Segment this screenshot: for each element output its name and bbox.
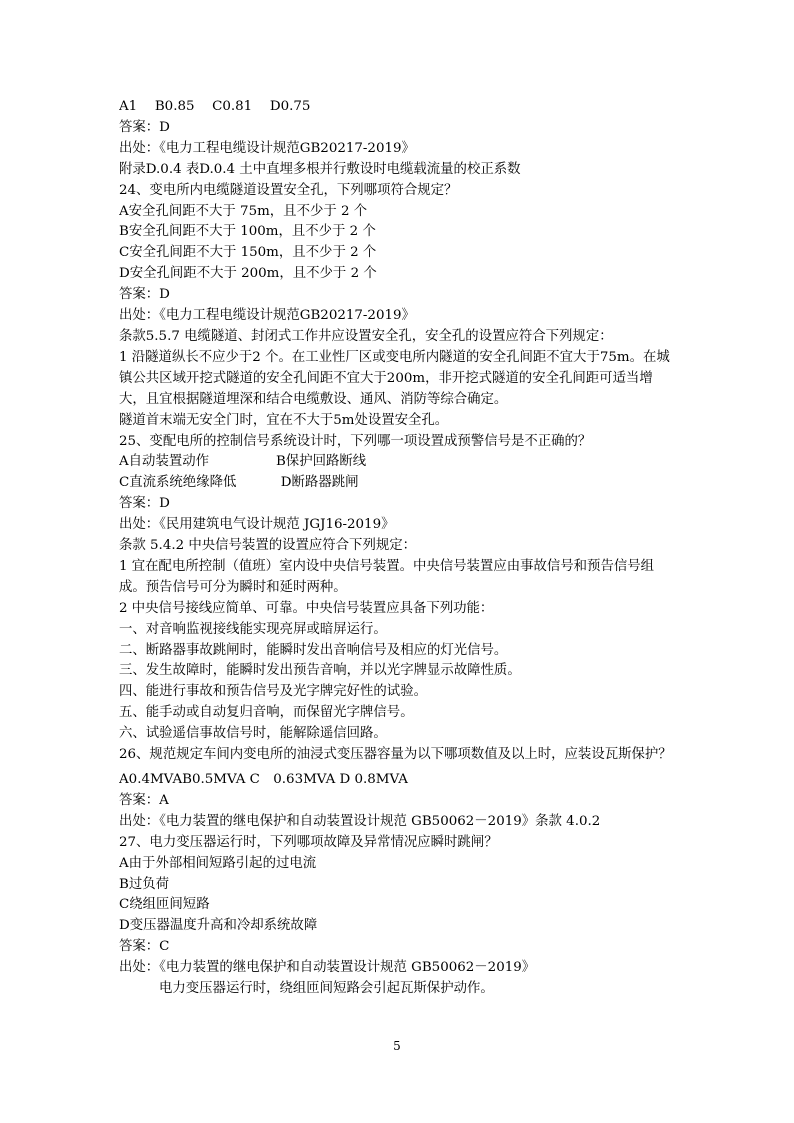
q27-option-a: A由于外部相间短路引起的过电流 <box>119 855 317 871</box>
q25-clause: 条款 5.4.2 中央信号装置的设置应符合下列规定： <box>119 538 417 554</box>
q25-source: 出处：《民用建筑电气设计规范 JGJ16-2019》 <box>119 517 395 533</box>
q23-options: A1 B0.85 C0.81 D0.75 <box>119 99 311 114</box>
q27-question: 27、电力变压器运行时，下列哪项故障及异常情况应瞬时跳闸？ <box>119 834 498 850</box>
q23-answer: 答案：D <box>119 119 170 135</box>
q23-source: 出处：《电力工程电缆设计规范GB20217-2019》 <box>119 140 415 156</box>
q27-option-c: C绕组匝间短路 <box>119 897 210 913</box>
q24-option-a: A安全孔间距不大于 75m，且不少于 2 个 <box>119 203 368 219</box>
q24-answer: 答案：D <box>119 287 170 303</box>
q25-options-cd: C直流系统绝缘降低 D断路器跳闸 <box>119 475 359 491</box>
q24-option-b: B安全孔间距不大于 100m，且不少于 2 个 <box>119 224 376 240</box>
q24-source: 出处：《电力工程电缆设计规范GB20217-2019》 <box>119 308 415 324</box>
q25-options-ab: A自动装置动作 B保护回路断线 <box>119 454 367 470</box>
page-number: 5 <box>393 1039 401 1053</box>
q24-clause-note: 隧道首末端无安全门时，宜在不大于5m处设置安全孔。 <box>119 412 449 428</box>
q25-answer: 答案：D <box>119 496 170 512</box>
q26-source: 出处：《电力装置的继电保护和自动装置设计规范 GB50062－2019》条款 4.0.2 <box>119 813 601 829</box>
q23-appendix: 附录D.0.4 表D.0.4 土中直埋多根并行敷设时电缆载流量的校正系数 <box>119 161 521 177</box>
q26-options: A0.4MVAB0.5MVA C 0.63MVA D 0.8MVA <box>119 772 408 787</box>
q24-option-d: D安全孔间距不大于 200m，且不少于 2 个 <box>119 266 377 282</box>
q26-answer: 答案：A <box>119 792 169 808</box>
q26-question: 26、规范规定车间内变电所的油浸式变压器容量为以下哪项数值及以上时，应装设瓦斯保护？ <box>119 747 672 763</box>
q27-explanation: 电力变压器运行时，绕组匝间短路会引起瓦斯保护动作。 <box>159 981 494 997</box>
q25-clause-item-2: 2 中央信号接线应简单、可靠。中央信号装置应具备下列功能： <box>119 600 494 616</box>
q27-source: 出处：《电力装置的继电保护和自动装置设计规范 GB50062－2019》 <box>119 960 536 976</box>
document-body <box>119 97 679 1000</box>
q24-clause-item-1: 1 沿隧道纵长不应少于2 个。在工业性厂区或变电所内隧道的安全孔间距不宜大于75m。在城镇公共区域开挖式隧道的安全孔间距不宜大于200m，非开挖式隧道的安全孔间距可适当增大，且宜根据隧道埋深和结合电缆敷设、通风、消防等综合确定。 <box>119 349 670 407</box>
q25-clause-item-1: 1 宜在配电所控制（值班）室内设中央信号装置。中央信号装置应由事故信号和预告信号组成。预告信号可分为瞬时和延时两种。 <box>119 558 655 595</box>
q27-answer: 答案：C <box>119 939 170 955</box>
q27-option-d: D变压器温度升高和冷却系统故障 <box>119 918 318 934</box>
q27-option-b: B过负荷 <box>119 876 170 892</box>
q25-function-6: 六、试验遥信事故信号时，能解除遥信回路。 <box>119 726 387 742</box>
q25-function-1: 一、对音响监视接线能实现亮屏或暗屏运行。 <box>119 621 387 637</box>
q25-function-5: 五、能手动或自动复归音响，而保留光字牌信号。 <box>119 705 414 721</box>
q25-question: 25、变配电所的控制信号系统设计时，下列哪一项设置成预警信号是不正确的？ <box>119 433 592 449</box>
q24-question: 24、变电所内电缆隧道设置安全孔，下列哪项符合规定？ <box>119 182 458 198</box>
q24-option-c: C安全孔间距不大于 150m，且不少于 2 个 <box>119 245 377 261</box>
q25-function-2: 二、断路器事故跳闸时，能瞬时发出音响信号及相应的灯光信号。 <box>119 642 508 658</box>
q25-function-3: 三、发生故障时，能瞬时发出预告音响，并以光字牌显示故障性质。 <box>119 663 521 679</box>
q24-clause: 条款5.5.7 电缆隧道、封闭式工作井应设置安全孔，安全孔的设置应符合下列规定： <box>119 328 613 344</box>
q25-function-4: 四、能进行事故和预告信号及光字牌完好性的试验。 <box>119 684 427 700</box>
